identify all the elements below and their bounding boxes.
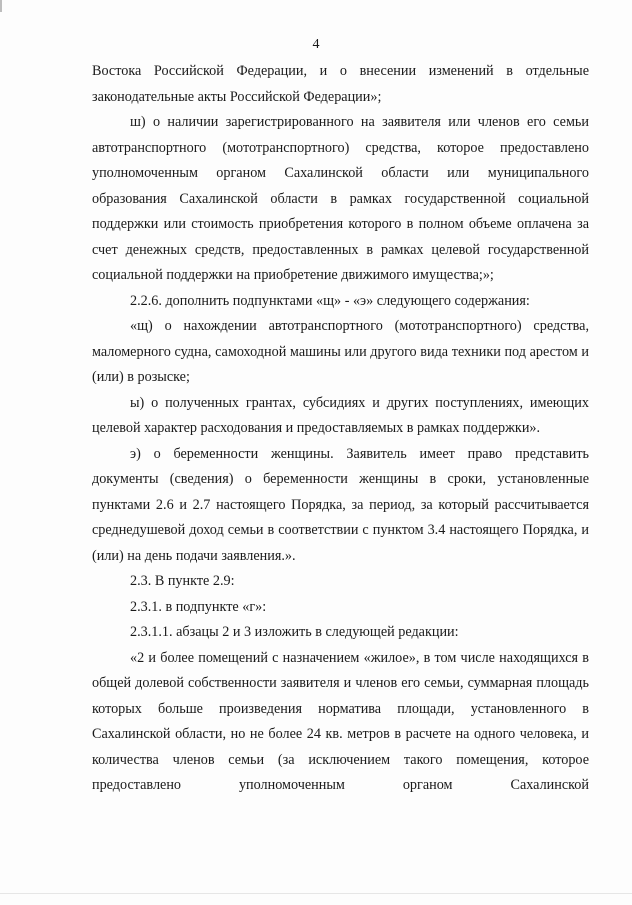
paragraph-item-2-3-1-1: 2.3.1.1. абзацы 2 и 3 изложить в следующей редакции: — [130, 624, 459, 640]
page-number: 4 — [312, 37, 320, 52]
scan-edge-mark — [0, 0, 2, 12]
paragraph-item-2-2-6: 2.2.6. дополнить подпунктами «щ» - «э» следующего содержания: — [130, 292, 530, 309]
paragraph-item-y: ы) о полученных грантах, субсидиях и других поступлениях, имеющих целевой характер расходования и предоставляемых в рамках поддержки». — [92, 394, 589, 436]
scan-edge-mark — [0, 893, 632, 894]
paragraph-continuation: Востока Российской Федерации, и о внесении изменений в отдельные законодательные акты Российской Федерации»; — [92, 63, 589, 105]
paragraph-item-2-3-1: 2.3.1. в подпункте «г»: — [130, 598, 267, 615]
paragraph-item-e: э) о беременности женщины. Заявитель имеет право представить документы (сведения) о беременности женщины в сроки, установленные пунктами 2.6 и 2.7 настоящего Порядка, за период, за который рассчитывается среднедушевой доход семьи в соответствии с пунктом 3.4 настоящего Порядка, и (или) на день подачи заявления.». — [92, 445, 589, 564]
paragraph-item-sh: ш) о наличии зарегистрированного на заявителя или членов его семьи автотранспортного (мототранспортного) средства, которое предоставлено уполномоченным органом Сахалинской области или муниципального образования Сахалинской области в рамках государственной социальной поддержки или стоимость приобретения которого в полном объеме оплачена за счет денежных средств, предоставленных в рамках целевой государственной социальной поддержки на приобретение движимого имущества;»; — [92, 114, 589, 283]
document-body — [92, 59, 589, 799]
paragraph-item-quote-2: «2 и более помещений с назначением «жилое», в том числе находящихся в общей долевой собственности заявителя и членов его семьи, суммарная площадь которых больше произведения норматива площади, установленного в Сахалинской области, но не более 24 кв. метров в расчете на одного человека, и количества членов семьи (за исключением такого помещения, которое предоставлено уполномоченным органом Сахалинской — [92, 649, 589, 793]
paragraph-item-sch: «щ) о нахождении автотранспортного (мототранспортного) средства, маломерного судна, самоходной машины или другого вида техники под арестом и (или) в розыске; — [92, 318, 589, 385]
paragraph-item-2-3: 2.3. В пункте 2.9: — [130, 573, 235, 589]
